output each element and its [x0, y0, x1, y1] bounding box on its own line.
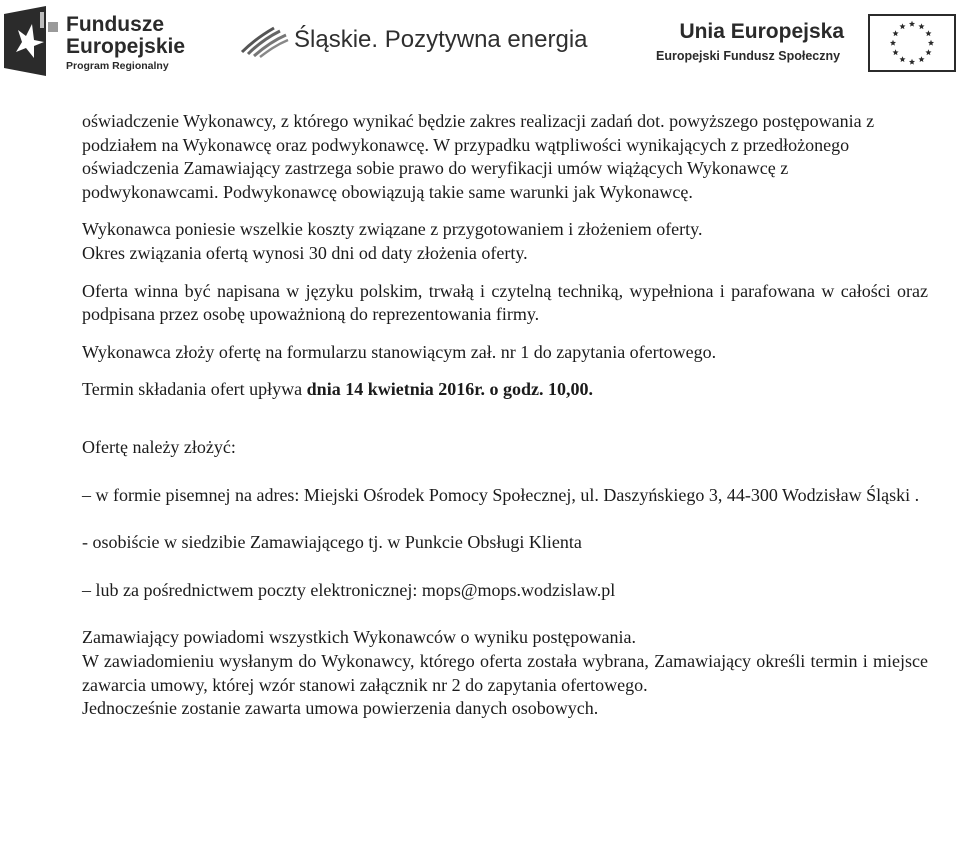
fe-logo-line-3: Program Regionalny: [66, 60, 169, 72]
paragraph-deadline: [82, 378, 928, 402]
paragraph-notification: Zamawiający powiadomi wszystkich Wykonawców o wyniku postępowania.: [82, 627, 636, 648]
paragraph-form: Wykonawca złoży ofertę na formularzu stanowiącym zał. nr 1 do zapytania ofertowego.: [82, 341, 717, 362]
unia-europejska-logo: [656, 20, 866, 70]
slaskie-slogan: Pozytywna energia: [378, 26, 588, 53]
slaskie-name: Śląskie.: [294, 26, 379, 53]
eu-flag-icon: [868, 14, 956, 72]
slaskie-wing-icon: [240, 22, 290, 58]
paragraph-submission-personal: - osobiście w siedzibie Zamawiającego tj. w Punkcie Obsługi Klienta: [82, 532, 582, 553]
deadline-prefix: Termin składania ofert upływa: [82, 379, 307, 400]
paragraph-validity: Okres związania ofertą wynosi 30 dni od daty złożenia oferty.: [82, 242, 528, 263]
ue-logo-line-1: Unia Europejska: [679, 20, 844, 43]
fe-logo-line-2: Europejskie: [66, 35, 186, 58]
paragraph-submission-heading: Ofertę należy złożyć:: [82, 436, 236, 457]
paragraph-submission-written: – w formie pisemnej na adres: Miejski Ośrodek Pomocy Społecznej, ul. Daszyńskiego 3, 44-300 Wodzisław Śląski .: [82, 484, 920, 505]
ue-logo-line-2: Europejski Fundusz Społeczny: [656, 49, 841, 63]
slaskie-logo: [240, 22, 610, 62]
fe-logo-line-1: Fundusze: [66, 13, 164, 36]
document-header: [0, 0, 960, 80]
deadline-date: dnia 14 kwietnia 2016r. o godz. 10,00.: [306, 379, 594, 400]
paragraph-subcontractor: oświadczenie Wykonawcy, z którego wynikać będzie zakres realizacji zadań dot. powyższego postępowania z podziałem na Wykonawcę oraz podwykonawcę. W przypadku wątpliwości wynikających z przedłożonego oświadczenia Zamawiający zastrzega sobie prawo do weryfikacji umów wiążących Wykonawcę z podwykonawcami. Podwykonawcę obowiązują takie same warunki jak Wykonawcę.: [82, 111, 875, 202]
paragraph-costs: Wykonawca poniesie wszelkie koszty związane z przygotowaniem i złożeniem oferty.: [82, 219, 703, 240]
paragraph-data-processing: Jednocześnie zostanie zawarta umowa powierzenia danych osobowych.: [82, 698, 599, 719]
paragraph-contract: W zawiadomieniu wysłanym do Wykonawcy, którego oferta została wybrana, Zamawiający określi termin i miejsce zawarcia umowy, której wzór stanowi załącznik nr 2 do zapytania ofertowego.: [82, 650, 928, 695]
document-body: [82, 110, 928, 721]
paragraph-submission-email: – lub za pośrednictwem poczty elektronicznej: mops@mops.wodzislaw.pl: [82, 579, 616, 600]
paragraph-language: Oferta winna być napisana w języku polskim, trwałą i czytelną techniką, wypełniona i parafowana w całości oraz podpisana przez osobę upoważnioną do reprezentowania firmy.: [82, 280, 928, 325]
fundusze-europejskie-logo: [4, 6, 194, 76]
fundusze-europejskie-mark-icon: [4, 6, 60, 76]
